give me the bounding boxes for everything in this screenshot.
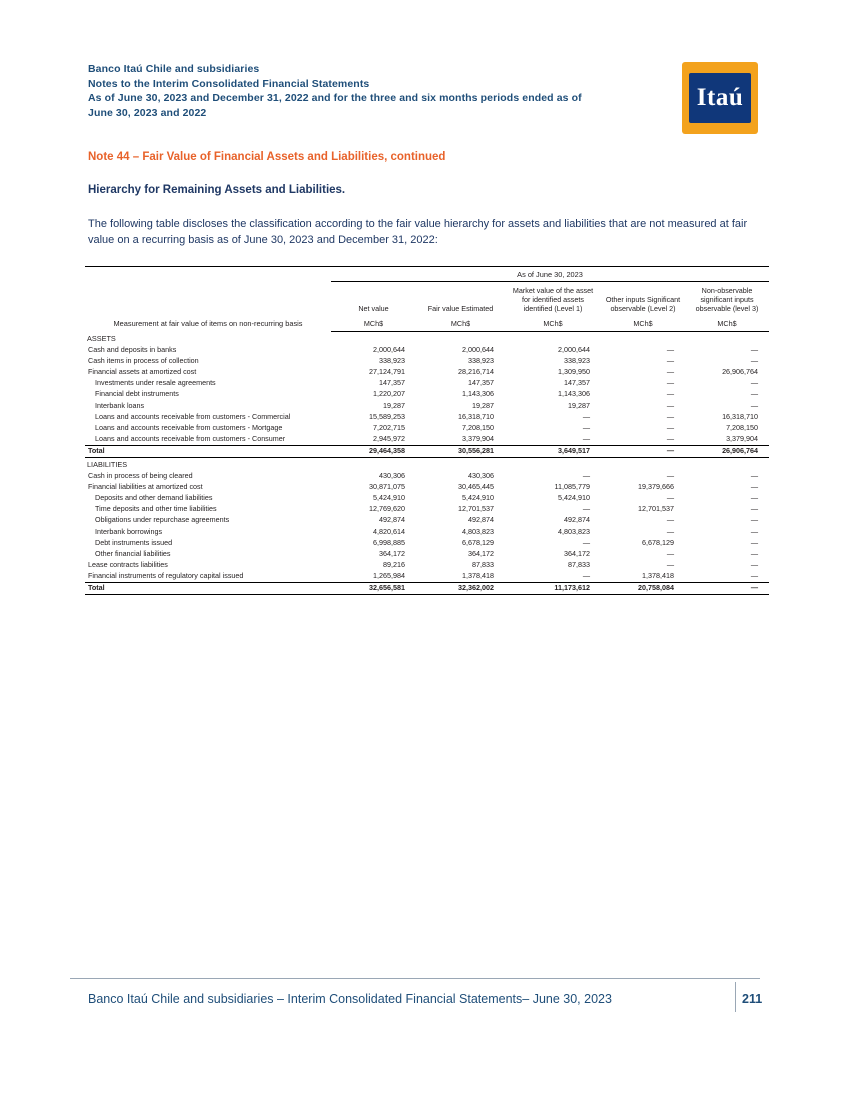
row-value: 1,143,306 xyxy=(462,389,494,399)
table-row xyxy=(85,514,769,525)
table-row xyxy=(85,537,769,548)
row-label: Other financial liabilities xyxy=(95,548,171,558)
row-value: 30,871,075 xyxy=(369,481,405,491)
row-value: — xyxy=(582,434,590,444)
table-row xyxy=(85,366,769,377)
row-value: 27,124,791 xyxy=(369,367,405,377)
row-value: 364,172 xyxy=(468,548,494,558)
row-value: — xyxy=(666,378,674,388)
row-label: Financial liabilities at amortized cost xyxy=(88,481,203,491)
row-label: Interbank borrowings xyxy=(95,526,163,536)
group-row-assets: ASSETS xyxy=(87,333,116,343)
row-value: 492,874 xyxy=(564,515,590,525)
row-value: — xyxy=(750,560,759,570)
row-label: Financial assets at amortized cost xyxy=(88,367,197,377)
row-value: — xyxy=(666,470,674,480)
table-row xyxy=(85,355,769,366)
row-label: Deposits and other demand liabilities xyxy=(95,492,213,502)
table-row xyxy=(85,559,769,570)
total-row-assets xyxy=(85,445,769,457)
header-col-unit-1: MCh$ xyxy=(416,317,505,332)
row-value: — xyxy=(750,537,759,547)
row-value: 338,923 xyxy=(379,355,405,365)
fair-value-table-body xyxy=(85,267,769,595)
row-value: 3,649,517 xyxy=(505,445,601,457)
row-value: — xyxy=(666,526,674,536)
table-row xyxy=(85,548,769,559)
row-value: — xyxy=(750,400,759,410)
row-label: Interbank loans xyxy=(95,400,145,410)
row-value: — xyxy=(582,470,590,480)
row-value: 2,000,644 xyxy=(462,344,494,354)
row-value: 87,833 xyxy=(568,560,590,570)
footer-text: Banco Itaú Chile and subsidiaries – Interim Consolidated Financial Statements– June 30, 2023 xyxy=(88,992,612,1006)
row-value: 20,758,084 xyxy=(601,582,685,594)
row-value: 5,424,910 xyxy=(373,492,405,502)
row-value: 3,379,904 xyxy=(462,434,494,444)
row-value: — xyxy=(666,548,674,558)
row-value: 26,906,764 xyxy=(722,367,759,377)
header-line-4: June 30, 2023 and 2022 xyxy=(88,106,207,119)
row-value: 7,202,715 xyxy=(373,423,405,433)
row-value: 19,287 xyxy=(383,400,405,410)
row-value: 338,923 xyxy=(468,355,494,365)
row-value: 7,208,150 xyxy=(726,423,759,433)
row-value: — xyxy=(685,582,769,594)
row-value: 28,216,714 xyxy=(458,367,494,377)
row-value: — xyxy=(666,355,674,365)
footer-divider xyxy=(70,978,760,979)
row-value: — xyxy=(666,344,674,354)
footer-page-number: 211 xyxy=(742,992,763,1006)
header-line-1: Banco Itaú Chile and subsidiaries xyxy=(88,63,260,75)
row-value: 32,656,581 xyxy=(331,582,416,594)
row-value: 1,220,207 xyxy=(373,389,405,399)
row-value: 5,424,910 xyxy=(558,492,590,502)
row-value: 430,306 xyxy=(379,470,405,480)
row-label: Debt instruments issued xyxy=(95,537,173,547)
table-row xyxy=(85,344,769,355)
header-col-2: Market value of the asset for identified assets identified (Level 1) xyxy=(512,286,594,314)
header-col-unit-3: MCh$ xyxy=(601,317,685,332)
intro-paragraph: The following table discloses the classification according to the fair value hierarchy for assets and liabilities that are not measured at fair value on a recurring basis as of June 30, 2023 and December 31, 2022: xyxy=(88,218,748,246)
table-row xyxy=(85,400,769,411)
total-row-liabilities xyxy=(85,582,769,594)
header-col-unit-0: MCh$ xyxy=(331,317,416,332)
header-line-2: Notes to the Interim Consolidated Financial Statements xyxy=(88,77,370,90)
row-value: 87,833 xyxy=(472,560,494,570)
row-value: — xyxy=(750,504,759,514)
table-row xyxy=(85,526,769,537)
row-value: — xyxy=(582,504,590,514)
itau-logo-text: Itaú xyxy=(689,73,751,123)
row-value: 19,287 xyxy=(472,400,494,410)
row-value: 1,265,984 xyxy=(373,571,405,581)
row-value: — xyxy=(666,492,674,502)
row-value: 12,701,537 xyxy=(638,504,674,514)
row-value: — xyxy=(750,548,759,558)
row-value: 19,379,666 xyxy=(638,481,674,491)
row-value: — xyxy=(582,423,590,433)
row-value: 6,678,129 xyxy=(642,537,674,547)
header-col-0: Net value xyxy=(358,304,389,314)
row-label: Financial instruments of regulatory capital issued xyxy=(88,571,244,581)
row-value: — xyxy=(750,470,759,480)
row-value: — xyxy=(666,560,674,570)
row-value: 492,874 xyxy=(379,515,405,525)
note-title: Note 44 – Fair Value of Financial Assets and Liabilities, continued xyxy=(88,151,446,163)
row-value: 147,357 xyxy=(468,378,494,388)
row-label: Lease contracts liabilities xyxy=(88,560,168,570)
row-value: 430,306 xyxy=(468,470,494,480)
row-value: — xyxy=(750,492,759,502)
row-value: 15,589,253 xyxy=(369,411,405,421)
header-col-3: Other inputs Significant observable (Level 2) xyxy=(605,295,681,314)
table-header-period-row xyxy=(85,267,769,285)
row-value: — xyxy=(750,389,759,399)
row-value: — xyxy=(666,389,674,399)
row-value: — xyxy=(666,411,674,421)
row-value: 2,945,972 xyxy=(373,434,405,444)
row-label: Loans and accounts receivable from customers - Mortgage xyxy=(95,423,283,433)
row-value: 26,906,764 xyxy=(685,445,769,457)
row-value: 147,357 xyxy=(564,378,590,388)
row-label: Loans and accounts receivable from customers - Commercial xyxy=(95,411,291,421)
table-row xyxy=(85,470,769,481)
itau-logo xyxy=(682,62,758,134)
row-value: 16,318,710 xyxy=(458,411,494,421)
table-row xyxy=(85,422,769,433)
header-col-4: Non-observable significant inputs observable (level 3) xyxy=(695,286,759,314)
row-value: 1,378,418 xyxy=(462,571,494,581)
row-value: 30,556,281 xyxy=(416,445,505,457)
table-row xyxy=(85,492,769,503)
row-value: 11,085,779 xyxy=(554,481,590,491)
row-value: 4,820,614 xyxy=(373,526,405,536)
header-col-1: Fair value Estimated xyxy=(427,304,494,314)
row-value: — xyxy=(601,445,685,457)
row-value: — xyxy=(666,367,674,377)
row-value: 1,309,950 xyxy=(558,367,590,377)
row-value: 364,172 xyxy=(379,548,405,558)
footer-page-divider xyxy=(735,982,736,1012)
fair-value-table-wrapper xyxy=(85,266,769,595)
group-row-liabilities: LIABILITIES xyxy=(87,459,128,469)
row-value: — xyxy=(582,537,590,547)
row-label: Total xyxy=(85,582,331,594)
row-label: Time deposits and other time liabilities xyxy=(95,504,217,514)
row-value: 2,000,644 xyxy=(558,344,590,354)
row-value: — xyxy=(750,571,759,581)
row-label: Loans and accounts receivable from customers - Consumer xyxy=(95,434,286,444)
row-value: 4,803,823 xyxy=(462,526,494,536)
row-value: 364,172 xyxy=(564,548,590,558)
header-col-unit-2: MCh$ xyxy=(505,317,601,332)
row-value: 30,465,445 xyxy=(458,481,494,491)
row-value: 1,378,418 xyxy=(642,571,674,581)
fair-value-table xyxy=(85,266,769,595)
row-label: Investments under resale agreements xyxy=(95,378,216,388)
row-value: 19,287 xyxy=(568,400,590,410)
header-period-cell: As of June 30, 2023 xyxy=(331,267,769,285)
row-value: 492,874 xyxy=(468,515,494,525)
row-label: Cash and deposits in banks xyxy=(88,344,177,354)
table-row xyxy=(85,570,769,582)
row-value: — xyxy=(750,355,759,365)
row-value: — xyxy=(666,400,674,410)
row-value: 16,318,710 xyxy=(722,411,759,421)
table-row xyxy=(85,411,769,422)
header-blank-cell xyxy=(85,267,331,285)
header-row-label-cell: Measurement at fair value of items on non-recurring basis xyxy=(113,318,303,328)
row-value: 29,464,358 xyxy=(331,445,416,457)
row-value: — xyxy=(666,423,674,433)
row-value: 32,362,002 xyxy=(416,582,505,594)
document-header xyxy=(88,62,668,120)
table-row xyxy=(85,481,769,492)
row-value: 147,357 xyxy=(379,378,405,388)
row-value: — xyxy=(750,378,759,388)
row-value: 12,769,620 xyxy=(369,504,405,514)
table-row xyxy=(85,433,769,445)
table-header-labels-row xyxy=(85,284,769,317)
row-value: 7,208,150 xyxy=(462,423,494,433)
table-row xyxy=(85,377,769,388)
row-label: Obligations under repurchase agreements xyxy=(95,515,230,525)
row-value: 6,678,129 xyxy=(462,537,494,547)
table-row xyxy=(85,389,769,400)
section-title: Hierarchy for Remaining Assets and Liabilities. xyxy=(88,184,346,196)
row-label: Total xyxy=(85,445,331,457)
row-value: — xyxy=(750,344,759,354)
row-value: — xyxy=(582,411,590,421)
row-label: Financial debt instruments xyxy=(95,389,179,399)
row-value: 3,379,904 xyxy=(726,434,759,444)
row-value: 89,216 xyxy=(383,560,405,570)
row-value: 6,998,885 xyxy=(373,537,405,547)
row-label: Cash items in process of collection xyxy=(88,355,199,365)
header-line-3: As of June 30, 2023 and December 31, 2022 and for the three and six months periods ended as of xyxy=(88,92,582,104)
row-value: — xyxy=(582,571,590,581)
row-value: 1,143,306 xyxy=(558,389,590,399)
table-row xyxy=(85,503,769,514)
row-label: Cash in process of being cleared xyxy=(88,470,193,480)
row-value: — xyxy=(666,434,674,444)
row-value: — xyxy=(750,526,759,536)
row-value: — xyxy=(750,515,759,525)
row-value: 12,701,537 xyxy=(458,504,494,514)
row-value: 4,803,823 xyxy=(558,526,590,536)
row-value: — xyxy=(666,515,674,525)
row-value: 11,173,612 xyxy=(505,582,601,594)
row-value: — xyxy=(750,481,759,491)
header-col-unit-4: MCh$ xyxy=(685,317,769,332)
row-value: 338,923 xyxy=(564,355,590,365)
row-value: 2,000,644 xyxy=(373,344,405,354)
row-value: 5,424,910 xyxy=(462,492,494,502)
